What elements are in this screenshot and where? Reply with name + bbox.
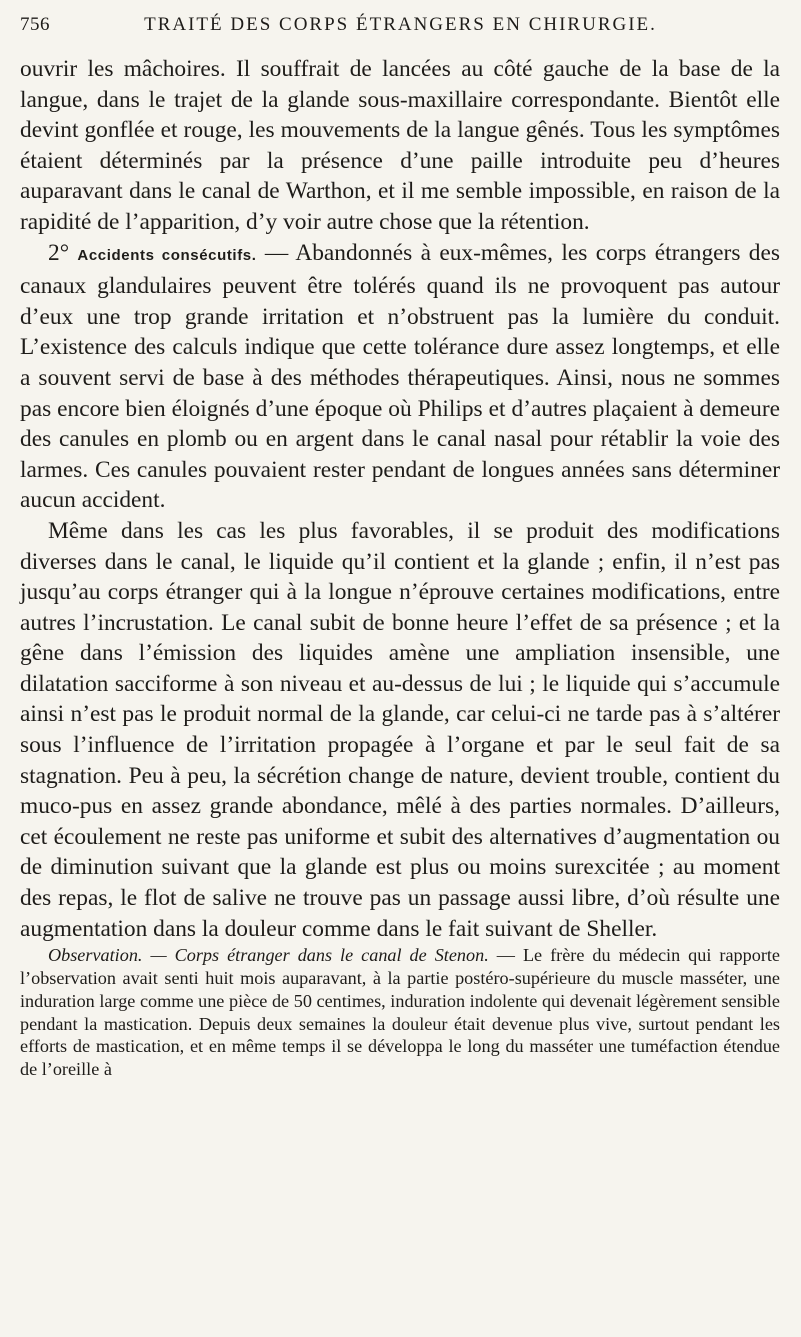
page-number: 756: [20, 14, 50, 35]
page-header: [20, 14, 781, 42]
running-title: TRAITÉ DES CORPS ÉTRANGERS EN CHIRURGIE.: [144, 14, 657, 35]
paragraph-2-text: — Abandonnés à eux-mêmes, les corps étrangers des canaux glandulaires peuvent être tolérés quand ils ne provoquent pas autour d’eux une trop grande irritation et n’obstruent pas la lumière du conduit. L’existence des calculs indique que cette tolérance dure assez longtemps, et elle a souvent servi de base à des méthodes thérapeutiques. Ainsi, nous ne sommes pas encore bien éloignés d’une époque où Philips et d’autres plaçaient à demeure des canules en plomb ou en argent dans le canal nasal pour rétablir la voie des larmes. Ces canules pouvaient rester pendant de longues années sans déterminer aucun accident.: [20, 239, 780, 514]
observation-label: Observation. — Corps étranger dans le canal de Stenon.: [48, 945, 489, 966]
section-heading: Accidents consécutifs.: [77, 246, 257, 264]
body-text: [20, 54, 780, 1081]
observation-note: [20, 944, 780, 1081]
observation-text: — Le frère du médecin qui rapporte l’observation avait senti huit mois auparavant, à la partie postéro-supérieure du muscle masséter, une induration large comme une pièce de 50 centimes, induration indolente qui devenait légèrement sensible pendant la mastication. Depuis deux semaines la douleur était devenue plus vive, surtout pendant les efforts de mastication, et en même temps il se développa le long du masséter une tuméfaction étendue de l’oreille à: [20, 945, 781, 1080]
section-number: 2°: [48, 239, 70, 266]
paragraph-2: [20, 238, 780, 516]
paragraph-3: Même dans les cas les plus favorables, il se produit des modifications diverses dans le canal, le liquide qu’il contient et la glande ; enfin, il n’est pas jusqu’au corps étranger qui à la longue n’éprouve certaines modifications, entre autres l’incrustation. Le canal subit de bonne heure l’effet de sa présence ; et la gêne dans l’émission des liquides amène une ampliation insensible, une dilatation sacciforme à son niveau et au-dessus de lui ; le liquide qui s’accumule ainsi n’est pas le produit normal de la glande, car celui-ci ne tarde pas à s’altérer sous l’influence de l’irritation propagée à l’organe et par le seul fait de sa stagnation. Peu à peu, la sécrétion change de nature, devient trouble, contient du muco-pus en assez grande abondance, mêlé à des parties normales. D’ailleurs, cet écoulement ne reste pas uniforme et subit des alternatives d’augmentation ou de diminution suivant que la glande est plus ou moins surexcitée ; au moment des repas, le flot de salive ne trouve pas un passage aussi libre, d’où résulte une augmentation dans la douleur comme dans le fait suivant de Sheller.: [20, 517, 780, 942]
paragraph-1: ouvrir les mâchoires. Il souffrait de lancées au côté gauche de la base de la langue, dans le trajet de la glande sous-maxillaire correspondante. Bientôt elle devint gonflée et rouge, les mouvements de la langue gênés. Tous les symptômes étaient déterminés par la présence d’une paille introduite peu d’heures auparavant dans le canal de Warthon, et il me semble impossible, en raison de la rapidité de l’apparition, d’y voir autre chose que la rétention.: [20, 56, 780, 235]
